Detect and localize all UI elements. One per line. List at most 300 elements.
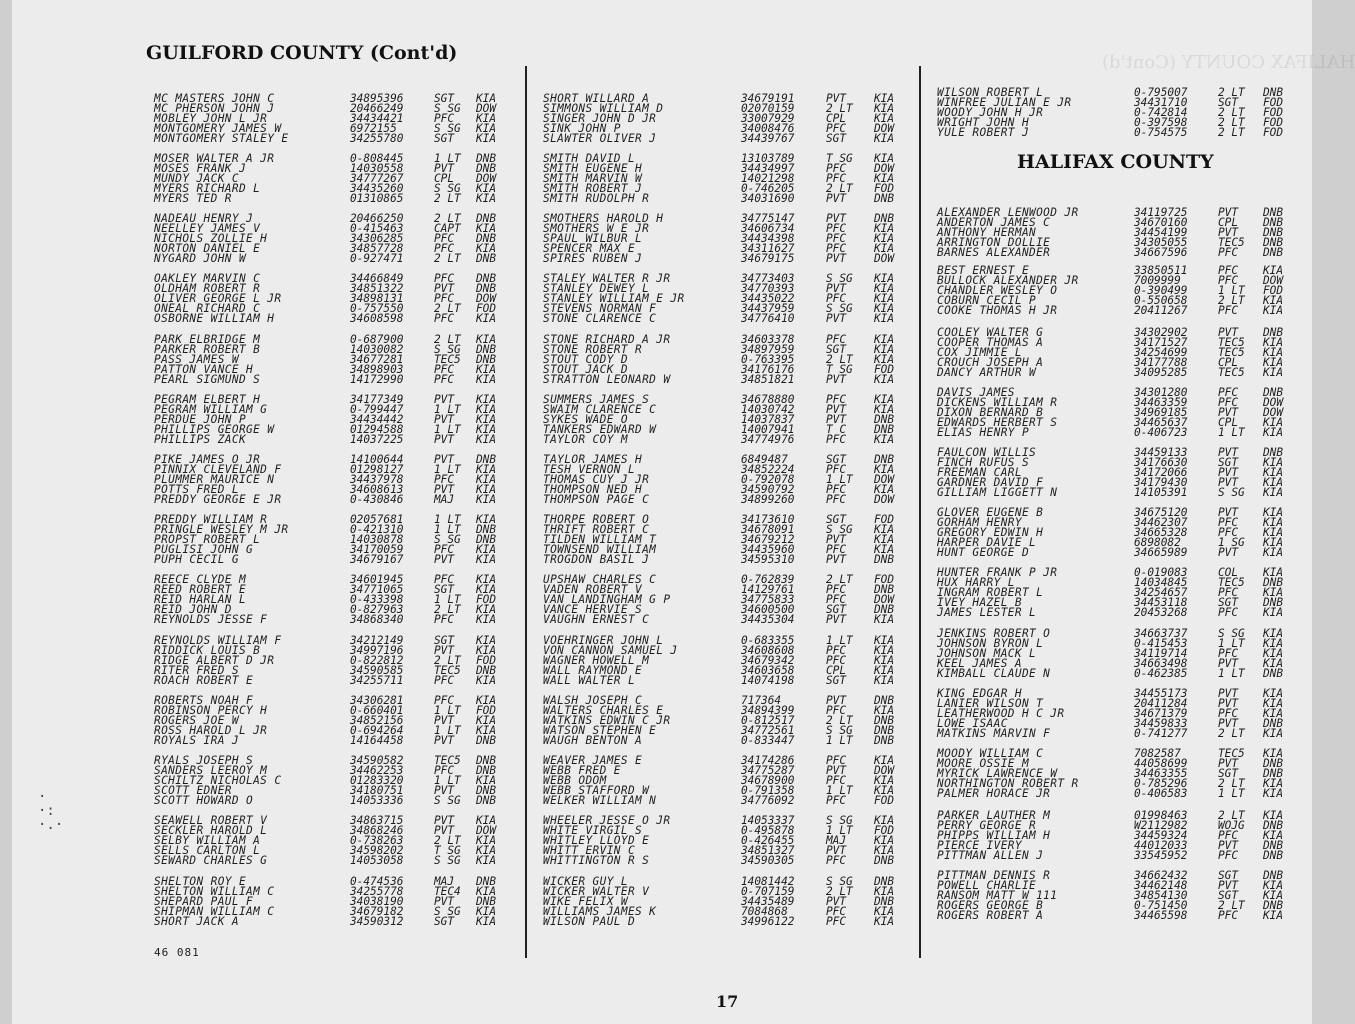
entry-serial-number: 14030878 xyxy=(350,533,404,546)
entry-rank: SGT xyxy=(1218,869,1239,882)
entry-name: STOUT JACK D xyxy=(543,363,628,376)
entry-rank: 2 LT xyxy=(1218,116,1245,129)
entry-serial-number: 0-791358 xyxy=(741,784,795,797)
entry-name: ROACH ROBERT E xyxy=(154,674,254,687)
entry-serial-number: 7009999 xyxy=(1134,274,1181,287)
entry-rank: PFC xyxy=(434,764,455,777)
entry-status: KIA xyxy=(874,403,895,416)
entry-status: DNB xyxy=(476,784,497,797)
entry-serial-number: 14037225 xyxy=(350,433,404,446)
entry-name: MOORE OSSIE M xyxy=(937,757,1030,770)
entry-status: KIA xyxy=(476,814,497,827)
entry-name: MOODY WILLIAM C xyxy=(937,747,1044,760)
entry-name: STOUT CODY D xyxy=(543,353,628,366)
entry-name: TAYLOR COY M xyxy=(543,433,628,446)
entry-status: KIA xyxy=(476,553,497,566)
entry-status: DNB xyxy=(476,232,497,245)
entry-status: KIA xyxy=(874,784,895,797)
entry-rank: 1 LT xyxy=(434,704,461,717)
entry-name: DICKENS WILLIAM R xyxy=(937,396,1058,409)
entry-serial-number: 34038190 xyxy=(350,895,404,908)
entry-rank: CPL xyxy=(434,172,455,185)
entry-name: JAMES LESTER L xyxy=(937,606,1037,619)
entry-rank: S SG xyxy=(434,533,461,546)
entry-name: SELLS CARLTON L xyxy=(154,844,261,857)
entry-status: DNB xyxy=(874,694,895,707)
entry-serial-number: 34899260 xyxy=(741,493,795,506)
entry-status: DNB xyxy=(476,764,497,777)
entry-serial-number: 34590792 xyxy=(741,483,795,496)
entry-rank: TEC5 xyxy=(434,754,461,767)
entry-status: DNB xyxy=(476,523,497,536)
entry-status: DNB xyxy=(1263,86,1284,99)
entry-status: KIA xyxy=(476,463,497,476)
entry-serial-number: 34677281 xyxy=(350,353,404,366)
entry-rank: PFC xyxy=(826,172,847,185)
entry-serial-number: 34119714 xyxy=(1134,647,1188,660)
entry-serial-number: 6972155 xyxy=(350,122,397,135)
entry-serial-number: 34462253 xyxy=(350,764,404,777)
entry-serial-number: 13103789 xyxy=(741,152,795,165)
entry-name: SINK JOHN P xyxy=(543,122,621,135)
entry-name: BARNES ALEXANDER xyxy=(937,246,1051,259)
entry-rank: S SG xyxy=(826,814,853,827)
entry-serial-number: 34773403 xyxy=(741,272,795,285)
entry-status: DNB xyxy=(874,854,895,867)
entry-rank: 1 LT xyxy=(826,634,853,647)
entry-serial-number: 34435304 xyxy=(741,613,795,626)
entry-status: KIA xyxy=(1263,777,1284,790)
entry-name: OLDHAM ROBERT R xyxy=(154,282,261,295)
entry-name: JENKINS ROBERT O xyxy=(937,627,1051,640)
entry-serial-number: 34095285 xyxy=(1134,366,1188,379)
entry-rank: PFC xyxy=(826,854,847,867)
entry-status: DNB xyxy=(1263,667,1284,680)
entry-name: PUGLISI JOHN G xyxy=(154,543,254,556)
entry-name: NYGARD JOHN W xyxy=(154,252,247,265)
entry-serial-number: 34868340 xyxy=(350,613,404,626)
entry-rank: PVT xyxy=(434,814,455,827)
entry-status: DNB xyxy=(1263,839,1284,852)
entry-status: DNB xyxy=(1263,819,1284,832)
entry-rank: PFC xyxy=(826,583,847,596)
entry-rank: SGT xyxy=(1218,596,1239,609)
entry-rank: 2 LT xyxy=(434,333,461,346)
entry-status: KIA xyxy=(874,654,895,667)
entry-name: PEARL SIGMUND S xyxy=(154,373,261,386)
entry-status: KIA xyxy=(874,634,895,647)
entry-serial-number: W2112982 xyxy=(1134,819,1188,832)
entry-rank: PVT xyxy=(434,413,455,426)
entry-status: DNB xyxy=(476,252,497,265)
entry-status: KIA xyxy=(874,483,895,496)
entry-rank: PVT xyxy=(1218,466,1239,479)
entry-serial-number: 34459133 xyxy=(1134,446,1188,459)
entry-name: PIKE JAMES O JR xyxy=(154,453,261,466)
entry-status: KIA xyxy=(874,463,895,476)
entry-name: REYNOLDS JESSE F xyxy=(154,613,268,626)
entry-serial-number: 34176176 xyxy=(741,363,795,376)
entry-rank: TEC5 xyxy=(434,353,461,366)
entry-status: KIA xyxy=(874,132,895,145)
entry-serial-number: 34590585 xyxy=(350,664,404,677)
entry-status: KIA xyxy=(874,232,895,245)
entry-serial-number: 34598202 xyxy=(350,844,404,857)
entry-status: DNB xyxy=(874,603,895,616)
entry-name: MC PHERSON JOHN J xyxy=(154,102,275,115)
entry-rank: PFC xyxy=(826,493,847,506)
entry-serial-number: 34670160 xyxy=(1134,216,1188,229)
entry-rank: 2 LT xyxy=(1218,126,1245,139)
entry-serial-number: 34173610 xyxy=(741,513,795,526)
entry-serial-number: 34008476 xyxy=(741,122,795,135)
entry-rank: PVT xyxy=(1218,326,1239,339)
entry-rank: S SG xyxy=(826,302,853,315)
entry-serial-number: 0-433398 xyxy=(350,593,404,606)
entry-status: KIA xyxy=(1263,586,1284,599)
entry-serial-number: 34435489 xyxy=(741,895,795,908)
entry-serial-number: 0-751450 xyxy=(1134,899,1188,912)
entry-rank: PFC xyxy=(1218,396,1239,409)
entry-rank: PVT xyxy=(1218,839,1239,852)
column-divider xyxy=(525,66,527,958)
entry-status: FOD xyxy=(874,363,895,376)
entry-name: REECE CLYDE M xyxy=(154,573,247,586)
entry-name: VAUGHN ERNEST C xyxy=(543,613,650,626)
entry-status: DNB xyxy=(1263,717,1284,730)
entry-name: WHITT ERVIN C xyxy=(543,844,636,857)
entry-name: OSBORNE WILLIAM H xyxy=(154,312,275,325)
entry-name: JOHNSON MACK L xyxy=(937,647,1037,660)
entry-serial-number: 34459833 xyxy=(1134,717,1188,730)
entry-status: KIA xyxy=(1263,546,1284,559)
entry-status: KIA xyxy=(476,403,497,416)
entry-rank: PVT xyxy=(434,483,455,496)
entry-serial-number: 0-390499 xyxy=(1134,284,1188,297)
entry-rank: TEC4 xyxy=(434,885,461,898)
entry-name: PEGRAM ELBERT H xyxy=(154,393,261,406)
entry-rank: 2 LT xyxy=(1218,777,1245,790)
entry-status: DOW xyxy=(1263,274,1284,287)
entry-rank: PFC xyxy=(826,754,847,767)
entry-name: PARKER LAUTHER M xyxy=(937,809,1051,822)
entry-status: KIA xyxy=(1263,526,1284,539)
entry-status: KIA xyxy=(874,393,895,406)
entry-status: KIA xyxy=(874,222,895,235)
entry-serial-number: 0-808445 xyxy=(350,152,404,165)
entry-status: KIA xyxy=(476,613,497,626)
entry-serial-number: 14053336 xyxy=(350,794,404,807)
entry-serial-number: 34595310 xyxy=(741,553,795,566)
entry-status: DNB xyxy=(874,714,895,727)
entry-name: SANDERS LEEROY M xyxy=(154,764,268,777)
entry-serial-number: 7084868 xyxy=(741,905,788,918)
entry-rank: PVT xyxy=(1218,657,1239,670)
entry-rank: PVT xyxy=(826,764,847,777)
entry-serial-number: 14007941 xyxy=(741,423,795,436)
entry-rank: PFC xyxy=(434,373,455,386)
entry-status: KIA xyxy=(476,413,497,426)
entry-rank: PVT xyxy=(1218,406,1239,419)
entry-status: KIA xyxy=(1263,294,1284,307)
entry-status: DNB xyxy=(874,212,895,225)
entry-rank: S SG xyxy=(434,794,461,807)
entry-serial-number: 01998463 xyxy=(1134,809,1188,822)
guilford-county-heading: GUILFORD COUNTY (Cont'd) xyxy=(146,42,458,64)
entry-name: SYKES WADE O xyxy=(543,413,628,426)
entry-serial-number: 14053058 xyxy=(350,854,404,867)
entry-serial-number: 34606734 xyxy=(741,222,795,235)
entry-name: SIMMONS WILLIAM D xyxy=(543,102,664,115)
entry-rank: PFC xyxy=(826,915,847,928)
entry-rank: PFC xyxy=(434,613,455,626)
entry-serial-number: 33545952 xyxy=(1134,849,1188,862)
entry-name: ANDERTON JAMES C xyxy=(937,216,1051,229)
entry-status: FOD xyxy=(476,302,497,315)
entry-rank: PFC xyxy=(434,674,455,687)
entry-rank: S SG xyxy=(434,905,461,918)
entry-rank: 2 LT xyxy=(434,192,461,205)
entry-rank: SGT xyxy=(1218,889,1239,902)
entry-serial-number: 0-812517 xyxy=(741,714,795,727)
entry-status: DNB xyxy=(874,553,895,566)
entry-serial-number: 0-406583 xyxy=(1134,787,1188,800)
entry-status: KIA xyxy=(874,885,895,898)
entry-name: REYNOLDS WILLIAM F xyxy=(154,634,282,647)
entry-name: STRATTON LEONARD W xyxy=(543,373,671,386)
entry-name: WATKINS EDWIN C JR xyxy=(543,714,671,727)
entry-name: BULLOCK ALEXANDER JR xyxy=(937,274,1079,287)
entry-serial-number: 34180751 xyxy=(350,784,404,797)
entry-serial-number: 14172990 xyxy=(350,373,404,386)
entry-serial-number: 34255711 xyxy=(350,674,404,687)
entry-serial-number: 0-019083 xyxy=(1134,566,1188,579)
entry-name: ROBERTS NOAH F xyxy=(154,694,254,707)
entry-status: KIA xyxy=(476,92,497,105)
entry-status: KIA xyxy=(476,132,497,145)
entry-name: HUNT GEORGE D xyxy=(937,546,1030,559)
entry-serial-number: 34434442 xyxy=(350,413,404,426)
entry-rank: 2 LT xyxy=(434,252,461,265)
entry-serial-number: 34600500 xyxy=(741,603,795,616)
entry-serial-number: 34603378 xyxy=(741,333,795,346)
entry-serial-number: 34435022 xyxy=(741,292,795,305)
entry-status: DOW xyxy=(874,252,895,265)
entry-rank: SGT xyxy=(434,915,455,928)
entry-status: DOW xyxy=(874,473,895,486)
entry-serial-number: 34437959 xyxy=(741,302,795,315)
entry-rank: 2 LT xyxy=(826,353,853,366)
page-blemish-marks: · ·: ·.· xyxy=(38,789,64,833)
entry-status: KIA xyxy=(1263,366,1284,379)
entry-name: STEVENS NORMAN F xyxy=(543,302,657,315)
entry-rank: 1 LT xyxy=(434,724,461,737)
entry-name: WAUGH BENTON A xyxy=(543,734,643,747)
entry-name: NORTON DANIEL E xyxy=(154,242,261,255)
entry-name: PRINGLE WESLEY M JR xyxy=(154,523,289,536)
entry-name: CROUCH JOSEPH A xyxy=(937,356,1044,369)
entry-serial-number: 14100644 xyxy=(350,453,404,466)
entry-name: VON CANNON SAMUEL J xyxy=(543,644,678,657)
entry-serial-number: 34775147 xyxy=(741,212,795,225)
entry-serial-number: 34437978 xyxy=(350,473,404,486)
entry-serial-number: 34852224 xyxy=(741,463,795,476)
entry-serial-number: 34608598 xyxy=(350,312,404,325)
entry-rank: PVT xyxy=(1218,717,1239,730)
entry-status: FOD xyxy=(1263,106,1284,119)
entry-status: KIA xyxy=(476,543,497,556)
entry-name: PARKER ROBERT B xyxy=(154,343,261,356)
entry-name: PIERCE IVERY xyxy=(937,839,1022,852)
entry-name: NORTHINGTON ROBERT R xyxy=(937,777,1079,790)
entry-rank: 1 LT xyxy=(434,523,461,536)
entry-status: KIA xyxy=(1263,506,1284,519)
entry-status: KIA xyxy=(476,393,497,406)
entry-serial-number: 34306285 xyxy=(350,232,404,245)
entry-status: DNB xyxy=(1263,246,1284,259)
entry-name: OLIVER GEORGE L JR xyxy=(154,292,282,305)
entry-status: KIA xyxy=(476,192,497,205)
entry-serial-number: 34772561 xyxy=(741,724,795,737)
entry-rank: MAJ xyxy=(434,493,455,506)
entry-status: KIA xyxy=(874,844,895,857)
entry-serial-number: 34590582 xyxy=(350,754,404,767)
entry-status: KIA xyxy=(1263,264,1284,277)
entry-name: WICKER WALTER V xyxy=(543,885,650,898)
entry-serial-number: 34675120 xyxy=(1134,506,1188,519)
entry-name: WILSON PAUL D xyxy=(543,915,636,928)
entry-serial-number: 14037837 xyxy=(741,413,795,426)
entry-serial-number: 0-763395 xyxy=(741,353,795,366)
entry-serial-number: 34306281 xyxy=(350,694,404,707)
entry-name: ALEXANDER LENWOOD JR xyxy=(937,206,1079,219)
entry-rank: PFC xyxy=(1218,829,1239,842)
entry-name: PERRY GEORGE R xyxy=(937,819,1037,832)
entry-rank: CPL xyxy=(1218,356,1239,369)
entry-name: PASS JAMES W xyxy=(154,353,239,366)
entry-name: WAGNER HOWELL M xyxy=(543,654,650,667)
entry-status: KIA xyxy=(1263,416,1284,429)
entry-status: KIA xyxy=(1263,486,1284,499)
entry-serial-number: 34171527 xyxy=(1134,336,1188,349)
entry-serial-number: 14030082 xyxy=(350,343,404,356)
entry-rank: 1 LT xyxy=(826,473,853,486)
entry-rank: SGT xyxy=(434,132,455,145)
entry-status: DNB xyxy=(1263,849,1284,862)
entry-status: KIA xyxy=(476,433,497,446)
entry-name: THRIFT ROBERT C xyxy=(543,523,650,536)
entry-status: KIA xyxy=(1263,304,1284,317)
entry-serial-number: 0-683355 xyxy=(741,634,795,647)
entry-status: DNB xyxy=(1263,899,1284,912)
entry-name: KEEL JAMES A xyxy=(937,657,1022,670)
entry-serial-number: 34311627 xyxy=(741,242,795,255)
entry-name: THOMPSON NED H xyxy=(543,483,643,496)
entry-rank: COL xyxy=(1218,566,1239,579)
entry-status: DNB xyxy=(874,423,895,436)
entry-serial-number: 01310865 xyxy=(350,192,404,205)
entry-status: DOW xyxy=(1263,406,1284,419)
entry-name: STANLEY WILLIAM E JR xyxy=(543,292,685,305)
entry-serial-number: 34851327 xyxy=(741,844,795,857)
entry-rank: T C xyxy=(826,423,847,436)
entry-name: WICKER GUY L xyxy=(543,875,628,888)
entry-name: SMITH DAVID L xyxy=(543,152,636,165)
entry-name: DIXON BERNARD B xyxy=(937,406,1044,419)
entry-name: UPSHAW CHARLES C xyxy=(543,573,657,586)
entry-serial-number: 34434398 xyxy=(741,232,795,245)
entry-rank: 2 LT xyxy=(434,834,461,847)
entry-name: REID HARLAN L xyxy=(154,593,247,606)
entry-name: ROGERS GEORGE B xyxy=(937,899,1044,912)
entry-name: PROPST ROBERT L xyxy=(154,533,261,546)
entry-status: DNB xyxy=(476,664,497,677)
entry-rank: 1 LT xyxy=(1218,284,1245,297)
entry-name: LEATHERWOOD H C JR xyxy=(937,707,1065,720)
entry-status: KIA xyxy=(874,343,895,356)
entry-serial-number: 34465598 xyxy=(1134,909,1188,922)
entry-serial-number: 34439767 xyxy=(741,132,795,145)
entry-rank: PFC xyxy=(826,654,847,667)
entry-serial-number: 34679167 xyxy=(350,553,404,566)
entry-name: ONEAL RICHARD C xyxy=(154,302,261,315)
entry-status: FOD xyxy=(1263,126,1284,139)
entry-status: KIA xyxy=(1263,879,1284,892)
entry-name: RANSOM MATT W 111 xyxy=(937,889,1058,902)
entry-rank: 1 LT xyxy=(1218,667,1245,680)
entry-rank: TEC5 xyxy=(1218,576,1245,589)
entry-rank: SGT xyxy=(826,513,847,526)
entry-name: TROGDON BASIL J xyxy=(543,553,650,566)
entry-rank: SGT xyxy=(826,132,847,145)
entry-serial-number: 34852156 xyxy=(350,714,404,727)
entry-rank: PFC xyxy=(1218,526,1239,539)
entry-status: DOW xyxy=(476,824,497,837)
entry-serial-number: 0-495878 xyxy=(741,824,795,837)
entry-rank: S SG xyxy=(826,272,853,285)
entry-name: LANIER WILSON T xyxy=(937,697,1044,710)
entry-rank: PFC xyxy=(434,694,455,707)
entry-status: DNB xyxy=(476,875,497,888)
entry-status: KIA xyxy=(476,363,497,376)
entry-status: KIA xyxy=(874,814,895,827)
entry-name: FINCH RUFUS S xyxy=(937,456,1030,469)
entry-serial-number: 34462148 xyxy=(1134,879,1188,892)
entry-name: SMITH EUGENE H xyxy=(543,162,643,175)
entry-serial-number: 01283320 xyxy=(350,774,404,787)
entry-status: DNB xyxy=(874,875,895,888)
entry-serial-number: 0-742814 xyxy=(1134,106,1188,119)
entry-serial-number: 02057681 xyxy=(350,513,404,526)
entry-rank: PVT xyxy=(826,413,847,426)
entry-name: OAKLEY MARVIN C xyxy=(154,272,261,285)
entry-status: DNB xyxy=(874,724,895,737)
entry-serial-number: 34301280 xyxy=(1134,386,1188,399)
entry-status: KIA xyxy=(476,915,497,928)
entry-serial-number: 34662432 xyxy=(1134,869,1188,882)
entry-serial-number: 34679175 xyxy=(741,252,795,265)
entry-rank: PFC xyxy=(1218,909,1239,922)
entry-serial-number: 44012033 xyxy=(1134,839,1188,852)
entry-status: DOW xyxy=(874,493,895,506)
entry-name: SLAWTER OLIVER J xyxy=(543,132,657,145)
entry-name: MC MASTERS JOHN C xyxy=(154,92,275,105)
entry-serial-number: 34453118 xyxy=(1134,596,1188,609)
entry-rank: SGT xyxy=(434,634,455,647)
entry-rank: PVT xyxy=(826,613,847,626)
entry-rank: PVT xyxy=(434,784,455,797)
entry-serial-number: 34679212 xyxy=(741,533,795,546)
